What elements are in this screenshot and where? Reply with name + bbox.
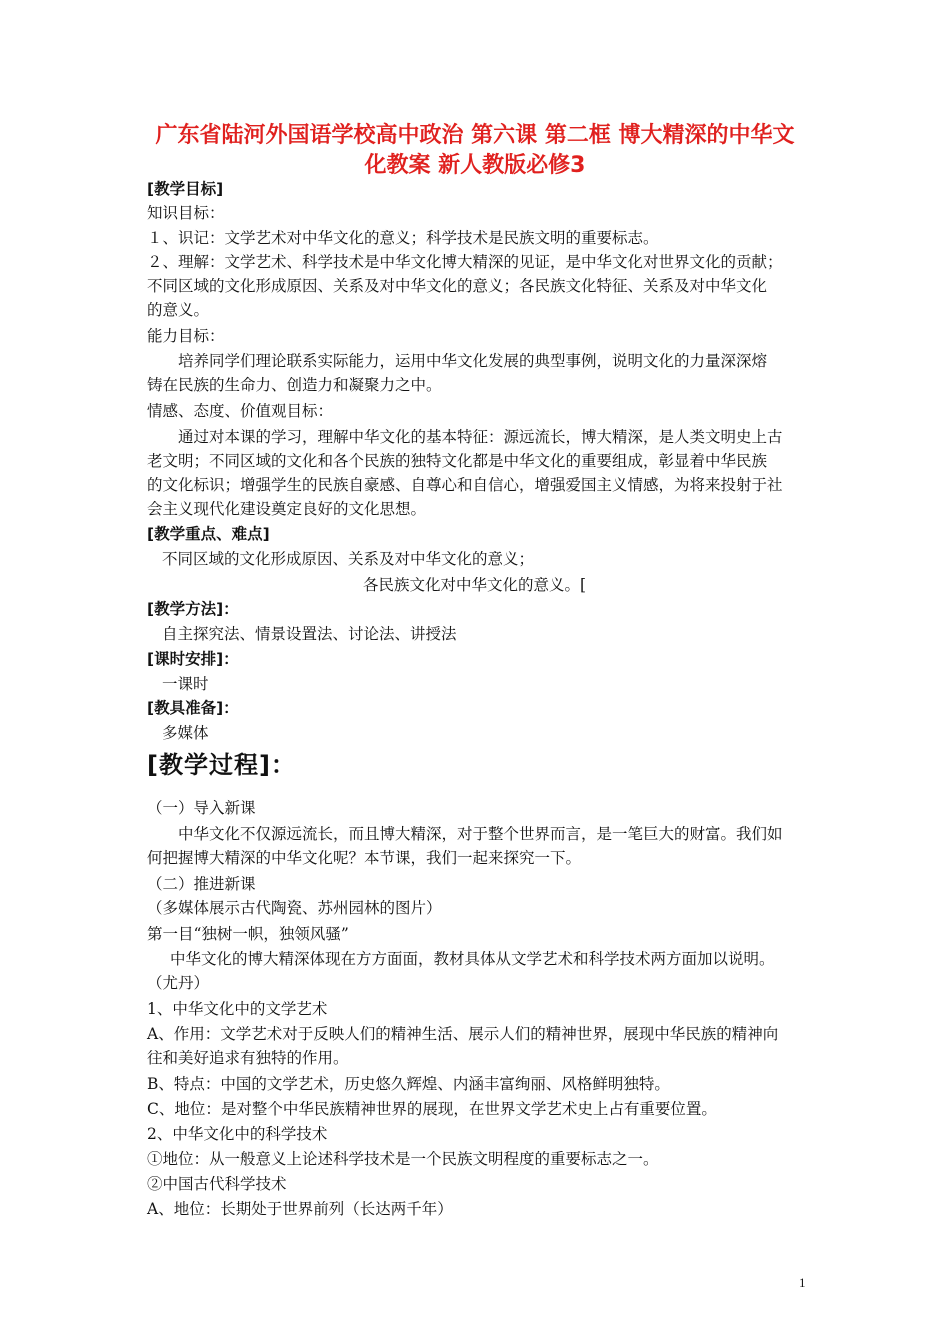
schedule-heading: [课时安排]：	[147, 650, 239, 668]
knowledge-item-1: １、识记：文学艺术对中华文化的意义；科学技术是民族文明的重要标志。	[147, 229, 659, 247]
science-heading: 2、中华文化中的科学技术	[147, 1125, 328, 1143]
emotion-text-4: 会主义现代化建设奠定良好的文化思想。	[147, 500, 427, 518]
science-ancient-status: A、地位：长期处于世界前列（长达两千年）	[147, 1200, 453, 1218]
tools-heading: [教具准备]：	[147, 699, 239, 717]
item-1-text-cont: （尤丹）	[147, 974, 210, 992]
process-step-2-note: （多媒体展示古代陶瓷、苏州园林的图片）	[147, 899, 442, 917]
process-step-1: （一）导入新课	[147, 799, 256, 817]
document-title-line-2: 化教案 新人教版必修3	[364, 153, 586, 178]
key-point-1: 不同区域的文化形成原因、关系及对中华文化的意义；	[162, 550, 535, 568]
knowledge-item-2: ２、理解：文学艺术、科学技术是中华文化博大精深的见证，是中华文化对世界文化的贡献；	[147, 253, 783, 271]
key-points-heading: [教学重点、难点]	[147, 525, 270, 543]
knowledge-item-2-end: 的意义。	[147, 301, 210, 319]
process-step-1-text-cont: 何把握博大精深的中华文化呢？本节课，我们一起来探究一下。	[147, 849, 582, 867]
schedule-text: 一课时	[162, 675, 209, 693]
science-status: ①地位：从一般意义上论述科学技术是一个民族文明程度的重要标志之一。	[147, 1150, 659, 1168]
science-ancient: ②中国古代科学技术	[147, 1175, 287, 1193]
literature-role: A、作用：文学艺术对于反映人们的精神生活、展示人们的精神世界，展现中华民族的精神向	[147, 1025, 779, 1043]
ability-text-cont: 铸在民族的生命力、创造力和凝聚力之中。	[147, 376, 442, 394]
item-1-heading: 第一目“独树一帜，独领风骚”	[147, 925, 349, 943]
process-step-1-text: 中华文化不仅源远流长，而且博大精深，对于整个世界而言，是一笔巨大的财富。我们如	[178, 825, 783, 843]
knowledge-item-2-cont: 不同区域的文化形成原因、关系及对中华文化的意义；各民族文化特征、关系及对中华文化	[147, 277, 768, 295]
emotion-label: 情感、态度、价值观目标：	[147, 402, 334, 420]
literature-heading: 1、中华文化中的文学艺术	[147, 1000, 328, 1018]
ability-label: 能力目标：	[147, 327, 225, 345]
methods-heading: [教学方法]：	[147, 600, 239, 618]
tools-text: 多媒体	[162, 724, 209, 742]
literature-features: B、特点：中国的文学艺术，历史悠久辉煌、内涵丰富绚丽、风格鲜明独特。	[147, 1075, 670, 1093]
literature-role-cont: 往和美好追求有独特的作用。	[147, 1049, 349, 1067]
knowledge-label: 知识目标：	[147, 204, 225, 222]
literature-status: C、地位：是对整个中华民族精神世界的展现，在世界文学艺术史上占有重要位置。	[147, 1100, 717, 1118]
page-number: 1	[799, 1275, 806, 1290]
emotion-text-2: 老文明；不同区域的文化和各个民族的独特文化都是中华文化的重要组成，彰显着中华民族	[147, 452, 768, 470]
emotion-text: 通过对本课的学习，理解中华文化的基本特征：源远流长，博大精深，是人类文明史上古	[178, 428, 783, 446]
process-heading: [教学过程]：	[147, 751, 296, 779]
objectives-heading: [教学目标]	[147, 180, 224, 198]
document-title-line-1: 广东省陆河外国语学校高中政治 第六课 第二框 博大精深的中华文	[155, 123, 795, 148]
process-step-2: （二）推进新课	[147, 875, 256, 893]
ability-text: 培养同学们理论联系实际能力，运用中华文化发展的典型事例，说明文化的力量深深熔	[178, 352, 768, 370]
emotion-text-3: 的文化标识；增强学生的民族自豪感、自尊心和自信心，增强爱国主义情感，为将来投射于社	[147, 476, 783, 494]
key-point-2: 各民族文化对中华文化的意义。[	[363, 576, 587, 594]
item-1-text: 中华文化的博大精深体现在方方面面，教材具体从文学艺术和科学技术两方面加以说明。	[170, 950, 775, 968]
methods-text: 自主探究法、情景设置法、讨论法、讲授法	[162, 625, 457, 643]
